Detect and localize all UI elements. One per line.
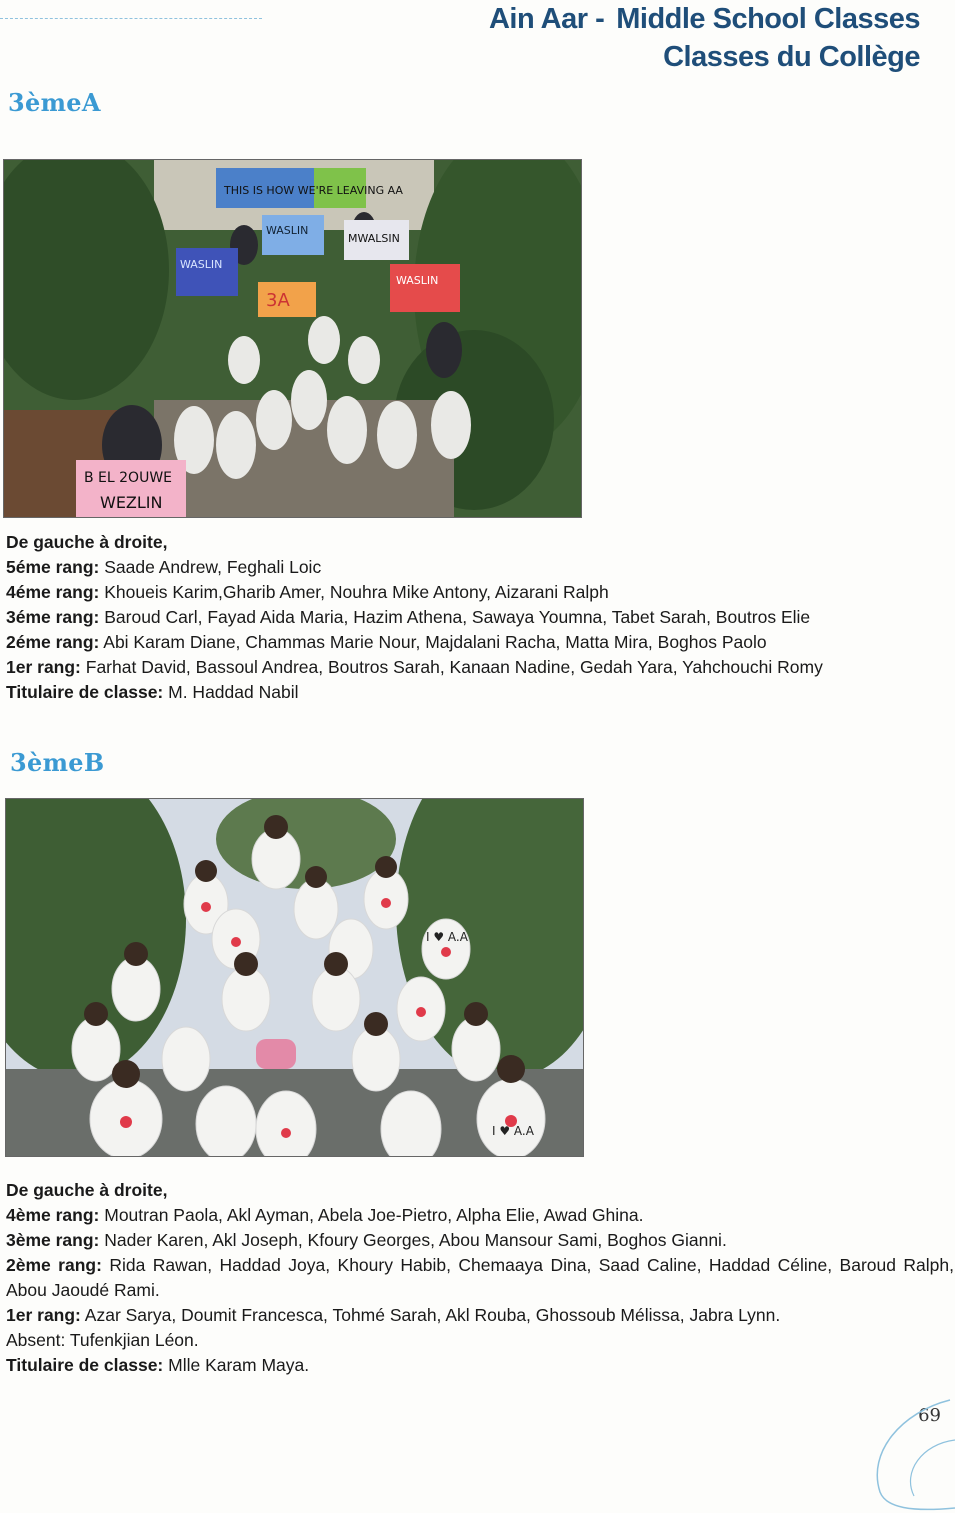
section-title-3emeA: 3èmeA (8, 88, 101, 117)
caption-3emeB (6, 1178, 954, 1378)
svg-text:THIS IS HOW WE'RE LEAVING AA: THIS IS HOW WE'RE LEAVING AA (224, 184, 403, 197)
class-photo-3emeA-illustration (4, 160, 581, 517)
corner-swirl-decoration (862, 1392, 955, 1513)
svg-text:I ♥ A.A: I ♥ A.A (426, 930, 468, 944)
caption-row (6, 1228, 954, 1253)
row-names: M. Haddad Nabil (163, 682, 299, 702)
row-label: 5éme rang: (6, 557, 100, 577)
svg-text:WASLIN: WASLIN (180, 258, 223, 271)
svg-text:3A: 3A (266, 290, 290, 311)
row-label: 2ème rang: (6, 1255, 102, 1275)
caption-row (6, 580, 955, 605)
svg-text:WASLIN: WASLIN (396, 274, 439, 287)
row-label: Titulaire de classe: (6, 1355, 164, 1375)
caption-row (6, 555, 955, 580)
row-names: Azar Sarya, Doumit Francesca, Tohmé Sarah, Akl Rouba, Ghossoub Mélissa, Jabra Lynn. (80, 1305, 781, 1325)
row-label: 4éme rang: (6, 582, 100, 602)
row-label: 2éme rang: (6, 632, 100, 652)
row-names: Rida Rawan, Haddad Joya, Khoury Habib, Chemaaya Dina, Saad Caline, Haddad Céline, Baroud Ralph, Abou Jaoudé Rami. (6, 1255, 954, 1300)
caption-row (6, 630, 955, 655)
row-names: Khoueis Karim,Gharib Amer, Nouhra Mike Antony, Aizarani Ralph (99, 582, 609, 602)
header-school-name: Ain Aar - (488, 3, 605, 35)
row-label: 4ème rang: (6, 1205, 100, 1225)
row-names: Mlle Karam Maya. (163, 1355, 310, 1375)
caption-row (6, 1328, 954, 1353)
svg-text:B EL 2OUWE: B EL 2OUWE (84, 470, 173, 486)
row-names: Baroud Carl, Fayad Aida Maria, Hazim Athena, Sawaya Youmna, Tabet Sarah, Boutros Elie (99, 607, 811, 627)
caption-intro: De gauche à droite, (6, 532, 168, 552)
caption-row (6, 1353, 954, 1378)
row-names: Farhat David, Bassoul Andrea, Boutros Sarah, Kanaan Nadine, Gedah Yara, Yahchouchi Romy (80, 657, 823, 677)
caption-row (6, 1203, 954, 1228)
row-label: Titulaire de classe: (6, 682, 164, 702)
header-line-1 (489, 0, 920, 38)
class-photo-3emeA (3, 159, 582, 518)
svg-text:WASLIN: WASLIN (266, 224, 309, 237)
caption-row (6, 1253, 954, 1303)
class-photo-3emeB (5, 798, 584, 1157)
row-label: 3éme rang: (6, 607, 100, 627)
page-header (489, 0, 920, 76)
row-names: Moutran Paola, Akl Ayman, Abela Joe-Pietro, Alpha Elie, Awad Ghina. (99, 1205, 644, 1225)
row-names: Abi Karam Diane, Chammas Marie Nour, Majdalani Racha, Matta Mira, Boghos Paolo (99, 632, 767, 652)
header-title-fr: Classes du Collège (663, 41, 920, 73)
caption-row (6, 1303, 954, 1328)
section-title-3emeB: 3èmeB (10, 748, 105, 777)
caption-3emeA (6, 530, 955, 705)
row-label: 1er rang: (6, 1305, 81, 1325)
caption-intro: De gauche à droite, (6, 1180, 168, 1200)
row-names: Absent: Tufenkjian Léon. (6, 1330, 199, 1350)
caption-row (6, 655, 955, 680)
row-names: Saade Andrew, Feghali Loic (99, 557, 322, 577)
decorative-dashed-rule (0, 18, 262, 19)
header-title-en: Middle School Classes (616, 3, 920, 35)
svg-text:WEZLIN: WEZLIN (100, 493, 163, 512)
page-number: 69 (918, 1405, 941, 1426)
caption-row (6, 680, 955, 705)
svg-text:I ♥ A.A: I ♥ A.A (492, 1124, 534, 1138)
class-photo-3emeB-illustration (6, 799, 583, 1156)
row-label: 1er rang: (6, 657, 81, 677)
row-label: 3ème rang: (6, 1230, 100, 1250)
svg-text:MWALSIN: MWALSIN (348, 232, 400, 245)
caption-row (6, 605, 955, 630)
row-names: Nader Karen, Akl Joseph, Kfoury Georges, Abou Mansour Sami, Boghos Gianni. (99, 1230, 727, 1250)
